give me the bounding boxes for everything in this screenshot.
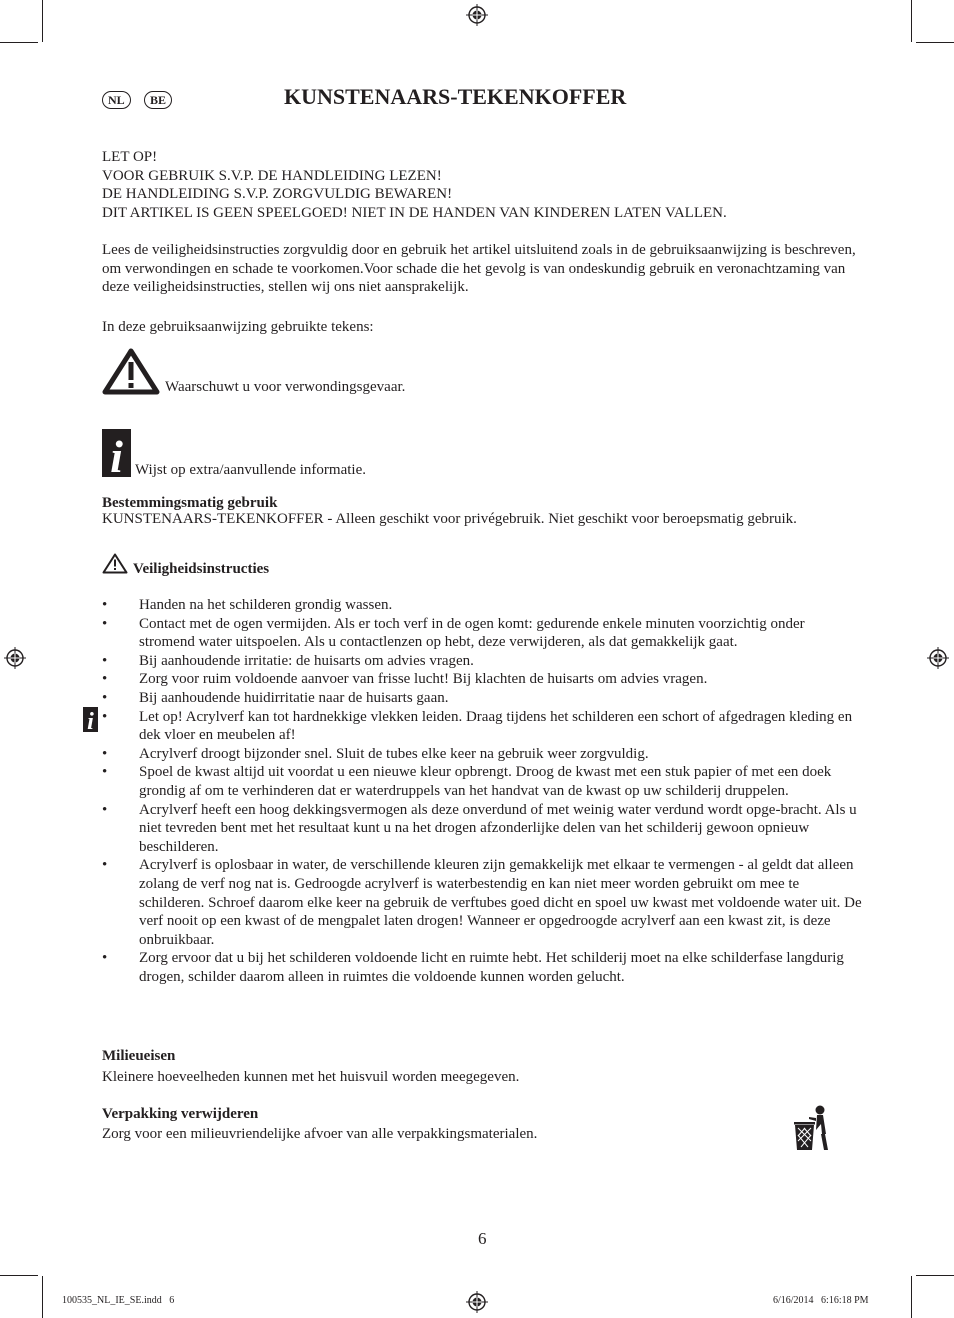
svg-text:i: i bbox=[87, 709, 94, 732]
intended-use-heading: Bestemmingsmatig gebruik bbox=[102, 495, 278, 511]
safety-list bbox=[102, 596, 862, 986]
list-item bbox=[102, 949, 862, 986]
list-item-text: Contact met de ogen vermijden. Als er toch verf in de ogen komt: gedurende enkele minuten voorzichtig onder stromend water uitspoelen. Als u contactlenzen op hebt, deze verwijderen, als dat gemakkelijk gaat. bbox=[139, 615, 805, 651]
registration-mark-icon bbox=[466, 1291, 488, 1313]
registration-mark-icon bbox=[466, 4, 488, 26]
warning-triangle-icon bbox=[102, 348, 160, 395]
environment-heading: Milieueisen bbox=[102, 1048, 176, 1064]
list-item-text: Acrylverf droogt bijzonder snel. Sluit de tubes elke keer na gebruik weer zorgvuldig. bbox=[139, 745, 649, 762]
list-item bbox=[102, 763, 862, 800]
bullet: • bbox=[102, 950, 108, 967]
list-item bbox=[102, 856, 862, 949]
warning-line: DIT ARTIKEL IS GEEN SPEELGOED! NIET IN DE HANDEN VAN KINDEREN LATEN VALLEN. bbox=[102, 204, 727, 221]
crop-mark bbox=[42, 1276, 43, 1318]
crop-mark bbox=[911, 0, 912, 42]
bullet: • bbox=[102, 857, 108, 874]
registration-mark-icon bbox=[927, 647, 949, 669]
list-item-text: Bij aanhoudende irritatie: de huisarts om advies vragen. bbox=[139, 652, 474, 669]
list-item bbox=[102, 708, 862, 745]
crop-mark bbox=[0, 42, 38, 43]
list-item-text: Let op! Acrylverf kan tot hardnekkige vlekken leiden. Draag tijdens het schilderen een schort of afgedragen kleding en dek vloer en meubelen af! bbox=[139, 708, 853, 744]
safety-heading: Veiligheidsinstructies bbox=[133, 561, 270, 577]
intended-use-text: KUNSTENAARS-TEKENKOFFER - Alleen geschikt voor privégebruik. Niet geschikt voor beroepsmatig gebruik. bbox=[102, 511, 797, 527]
warning-line: LET OP! bbox=[102, 149, 158, 165]
crop-mark bbox=[916, 1275, 954, 1276]
language-badge-nl: NL bbox=[102, 91, 131, 109]
page-number: 6 bbox=[478, 1229, 487, 1248]
warning-symbol-text: Waarschuwt u voor verwondingsgevaar. bbox=[165, 379, 406, 395]
warning-line: VOOR GEBRUIK S.V.P. DE HANDLEIDING LEZEN! bbox=[102, 167, 442, 184]
list-item bbox=[102, 652, 862, 671]
packaging-heading: Verpakking verwijderen bbox=[102, 1106, 259, 1122]
list-item bbox=[102, 689, 862, 708]
footer-filename: 100535_NL_IE_SE.indd 6 bbox=[62, 1295, 175, 1306]
list-item bbox=[102, 670, 862, 689]
symbols-intro: In deze gebruiksaanwijzing gebruikte tekens: bbox=[102, 319, 374, 335]
crop-mark bbox=[916, 42, 954, 43]
footer-timestamp: 6/16/2014 6:16:18 PM bbox=[773, 1295, 869, 1306]
warning-line: DE HANDLEIDING S.V.P. ZORGVULDIG BEWAREN! bbox=[102, 186, 453, 203]
list-item-text: Acrylverf is oplosbaar in water, de verschillende kleuren zijn gemakkelijk met elkaar te vermengen - al geldt dat alleen zolang de verf nog nat is. Gedroogde acrylverf is waterbestendig en kan niet meer worden gebruikt om mee te schilderen. Schroef daarom elke keer na gebruik de verftubes goed dicht en spoel uw kwast met voldoende water uit. De verf nooit op een kwast of de mengpalet laten drogen! Wanneer er opgedroogde acrylverf aan een kwast zit, is deze onbruikbaar. bbox=[139, 857, 862, 948]
bullet: • bbox=[102, 671, 108, 688]
list-item-text: Bij aanhoudende huidirritatie naar de huisarts gaan. bbox=[139, 689, 449, 706]
list-item bbox=[102, 801, 862, 857]
bullet: • bbox=[102, 745, 108, 762]
list-item-text: Handen na het schilderen grondig wassen. bbox=[139, 597, 393, 613]
bullet: • bbox=[102, 801, 108, 818]
bullet: • bbox=[102, 652, 108, 669]
list-item-text: Acrylverf heeft een hoog dekkingsvermogen als deze onverdund of met weinig water verdund wordt opge-bracht. Als u niet tevreden bent met het resultaat kunt u na het drogen afzonderlijke delen van het schilderij gewoon opnieuw beschilderen. bbox=[139, 801, 857, 855]
list-item bbox=[102, 745, 862, 764]
bullet: • bbox=[102, 597, 108, 613]
list-item bbox=[102, 615, 862, 652]
list-item-text: Zorg ervoor dat u bij het schilderen voldoende licht en ruimte hebt. Het schilderij moet na elke schilderfase langdurig drogen, schilder daarom alleen in ruimtes die voldoende kunnen worden gelucht. bbox=[139, 950, 844, 985]
info-symbol-text: Wijst op extra/aanvullende informatie. bbox=[135, 462, 366, 478]
page-title: KUNSTENAARS-TEKENKOFFER bbox=[284, 84, 627, 109]
crop-mark bbox=[0, 1275, 38, 1276]
crop-mark bbox=[911, 1276, 912, 1318]
bullet: • bbox=[102, 615, 108, 632]
bullet: • bbox=[102, 689, 108, 706]
bullet: • bbox=[102, 764, 108, 781]
recycle-bin-icon bbox=[792, 1104, 832, 1152]
list-item-text: Spoel de kwast altijd uit voordat u een nieuwe kleur opbrengt. Droog de kwast met een stuk papier of met een doek grondig af om te verhinderen dat er waterdruppels van het handvat van de kwast op uw schilderij druppelen. bbox=[139, 764, 832, 799]
environment-text: Kleinere hoeveelheden kunnen met het huisvuil worden meegegeven. bbox=[102, 1069, 520, 1085]
list-item bbox=[102, 596, 862, 615]
packaging-text: Zorg voor een milieuvriendelijke afvoer van alle verpakkingsmaterialen. bbox=[102, 1126, 538, 1142]
svg-text:i: i bbox=[110, 431, 123, 477]
crop-mark bbox=[42, 0, 43, 42]
intro-paragraph: Lees de veiligheidsinstructies zorgvuldig door en gebruik het artikel uitsluitend zoals in de gebruiksaanwijzing is beschreven, om verwondingen en schade te voorkomen.Voor schade die het gevolg is van ondeskundig gebruik en veronachtzaming van deze veiligheidsinstructies, stellen wij ons niet aansprakelijk. bbox=[102, 242, 856, 296]
list-item-text: Zorg voor ruim voldoende aanvoer van frisse lucht! Bij klachten de huisarts om advies vragen. bbox=[139, 671, 708, 688]
language-badge-be: BE bbox=[144, 91, 172, 109]
warning-triangle-icon bbox=[102, 553, 128, 574]
registration-mark-icon bbox=[4, 647, 26, 669]
info-icon bbox=[102, 429, 131, 477]
info-icon bbox=[83, 707, 98, 732]
bullet: • bbox=[102, 708, 108, 725]
